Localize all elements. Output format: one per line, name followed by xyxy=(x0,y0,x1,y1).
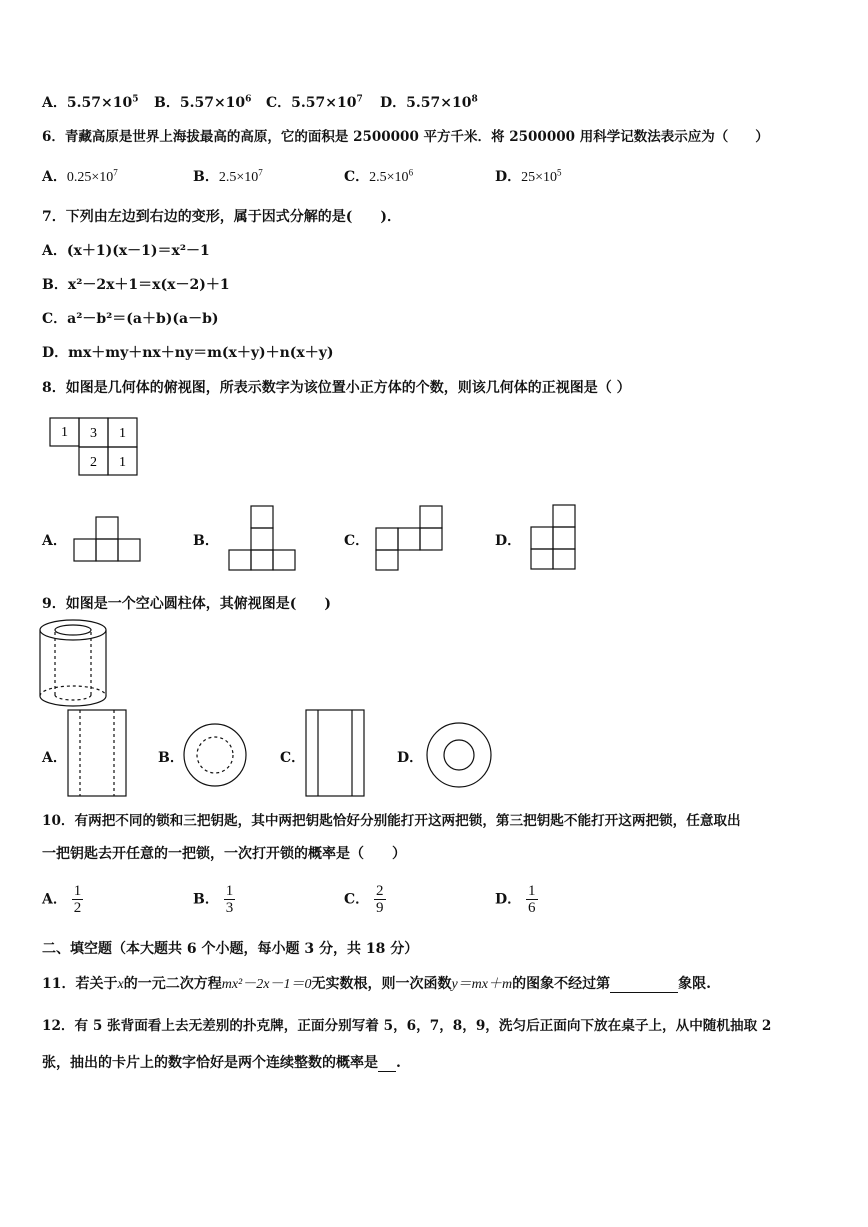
q11-text-part: 象限. xyxy=(678,976,711,992)
option-label: B． xyxy=(42,277,68,293)
option-exponent: 8 xyxy=(471,94,478,105)
grid-cell-label: 1 xyxy=(119,455,126,470)
q9-option-a-label: A． xyxy=(42,750,67,766)
option-value: mx＋my＋nx＋ny＝m(x＋y)＋n(x＋y) xyxy=(68,345,334,361)
fraction-numerator: 1 xyxy=(73,883,82,899)
option-label: D． xyxy=(495,169,522,185)
q10-text-line1: 10．有两把不同的锁和三把钥匙，其中两把钥匙恰好分别能打开这两把锁，第三把钥匙不能打开这两把锁，任意取出 xyxy=(42,813,741,829)
fraction-denominator: 6 xyxy=(528,900,536,916)
q8-option-b-figure xyxy=(227,504,297,572)
option-value: x²－2x＋1＝x(x－2)＋1 xyxy=(67,277,230,293)
q6-option-a xyxy=(42,166,118,186)
q10-text-line2: 一把钥匙去开任意的一把锁，一次打开锁的概率是（ ） xyxy=(42,846,406,862)
q9-text: 9．如图是一个空心圆柱体，其俯视图是( ) xyxy=(42,596,331,612)
q12-text-line2 xyxy=(42,1052,401,1072)
option-label: C． xyxy=(344,169,370,185)
q8-option-b-label: B． xyxy=(193,533,219,549)
q9-option-d-label: D． xyxy=(397,750,424,766)
section-heading: 二、填空题（本大题共 6 个小题，每小题 3 分，共 18 分） xyxy=(42,941,419,957)
q11-text-part: 的一元二次方程 xyxy=(123,976,222,992)
q9-option-d-figure xyxy=(425,721,493,789)
q11-text-part: 的图象不经过第 xyxy=(512,976,611,992)
fraction-denominator: 9 xyxy=(376,900,384,916)
q11-equation: mx²－2x－1＝0 xyxy=(221,977,312,992)
option-value: a²－b²＝(a＋b)(a－b) xyxy=(67,311,219,327)
option-value: 5.57×10 xyxy=(406,95,472,111)
q8-top-view-grid xyxy=(48,416,140,478)
q9-option-b-figure xyxy=(182,722,248,788)
q11-function: y＝mx＋m xyxy=(451,977,513,992)
option-value: 5.57×10 xyxy=(66,95,133,111)
q8-text: 8．如图是几何体的俯视图，所表示数字为该位置小正方体的个数，则该几何体的正视图是（ ） xyxy=(42,380,631,396)
option-exponent: 6 xyxy=(245,94,252,105)
q7-option-d xyxy=(42,342,334,362)
option-value: (x＋1)(x－1)＝x²－1 xyxy=(66,243,210,259)
option-label: D． xyxy=(42,345,69,361)
option-label: A． xyxy=(42,891,67,908)
option-exponent: 7 xyxy=(356,94,363,105)
q11-text-part: 11．若关于 xyxy=(42,976,118,992)
q8-option-c-label: C． xyxy=(344,533,370,549)
q10-option-d xyxy=(495,883,538,916)
fraction xyxy=(374,883,386,916)
option-label: A． xyxy=(42,169,67,185)
grid-cell-label: 3 xyxy=(90,426,97,441)
q8-option-a-figure xyxy=(72,515,142,563)
grid-cell-label: 2 xyxy=(90,455,97,470)
q9-option-a-figure xyxy=(66,708,130,800)
q11-text xyxy=(42,973,711,993)
q9-option-b-label: B． xyxy=(158,750,184,766)
option-exponent: 7 xyxy=(258,167,263,178)
option-label: B． xyxy=(193,169,219,185)
q11-variable: x xyxy=(117,977,124,992)
option-label: D． xyxy=(495,891,522,908)
q5-option-a xyxy=(42,92,138,112)
option-value: 0.25×10 xyxy=(66,170,114,185)
q6-text: 6．青藏高原是世界上海拔最高的高原，它的面积是 2500000 平方千米．将 2500000 用科学记数法表示应为（ ） xyxy=(42,129,769,145)
option-label: D． xyxy=(380,95,407,111)
q9-hollow-cylinder-figure xyxy=(36,618,110,710)
fraction xyxy=(72,883,84,916)
fraction-numerator: 1 xyxy=(528,883,536,899)
fraction xyxy=(224,883,236,916)
answer-blank[interactable] xyxy=(378,1055,396,1072)
q12-text-line1: 12．有 5 张背面看上去无差别的扑克牌，正面分别写着 5，6，7，8，9，洗匀后正面向下放在桌子上，从中随机抽取 2 xyxy=(42,1018,772,1034)
q8-option-c-figure xyxy=(374,504,444,572)
option-exponent: 5 xyxy=(557,167,562,178)
option-label: C． xyxy=(344,891,370,908)
fraction-denominator: 3 xyxy=(225,900,234,916)
option-value: 2.5×10 xyxy=(218,170,259,185)
option-label: C． xyxy=(266,95,292,111)
q12-text-part: 张，抽出的卡片上的数字恰好是两个连续整数的概率是 xyxy=(42,1055,378,1071)
q6-option-b xyxy=(193,166,263,186)
q5-option-d xyxy=(380,92,478,112)
option-value: 5.57×10 xyxy=(291,95,357,111)
q10-option-b xyxy=(193,883,235,916)
q7-option-c xyxy=(42,308,219,328)
option-value: 25×10 xyxy=(521,170,558,185)
option-exponent: 5 xyxy=(132,94,139,105)
fraction-denominator: 2 xyxy=(73,900,82,916)
q11-text-part: 无实数根，则一次函数 xyxy=(311,976,452,992)
answer-blank[interactable] xyxy=(610,976,678,993)
q7-option-a xyxy=(42,240,210,260)
grid-cell-label: 1 xyxy=(119,426,126,441)
option-label: B． xyxy=(154,95,180,111)
option-label: A． xyxy=(42,95,67,111)
option-exponent: 6 xyxy=(408,167,414,178)
option-label: A． xyxy=(42,243,67,259)
q7-text: 7．下列由左边到右边的变形，属于因式分解的是( )． xyxy=(42,209,401,225)
option-exponent: 7 xyxy=(113,167,118,178)
q5-option-c xyxy=(266,92,363,112)
option-label: B． xyxy=(193,891,219,908)
q8-option-d-label: D． xyxy=(495,533,522,549)
option-value: 5.57×10 xyxy=(179,95,246,111)
q10-option-a xyxy=(42,883,83,916)
fraction xyxy=(526,883,538,916)
q9-option-c-figure xyxy=(304,708,368,800)
q5-option-b xyxy=(154,92,251,112)
q8-option-a-label: A． xyxy=(42,533,67,549)
q6-option-c xyxy=(344,166,413,186)
option-label: C． xyxy=(42,311,68,327)
q8-option-d-figure xyxy=(529,503,579,571)
q10-option-c xyxy=(344,883,386,916)
option-value: 2.5×10 xyxy=(369,170,409,185)
q6-option-d xyxy=(495,166,562,186)
fraction-numerator: 1 xyxy=(225,883,234,899)
q9-option-c-label: C． xyxy=(280,750,306,766)
grid-cell-label: 1 xyxy=(61,425,68,440)
q7-option-b xyxy=(42,274,230,294)
fraction-numerator: 2 xyxy=(376,883,384,899)
q12-text-part: . xyxy=(396,1055,401,1071)
